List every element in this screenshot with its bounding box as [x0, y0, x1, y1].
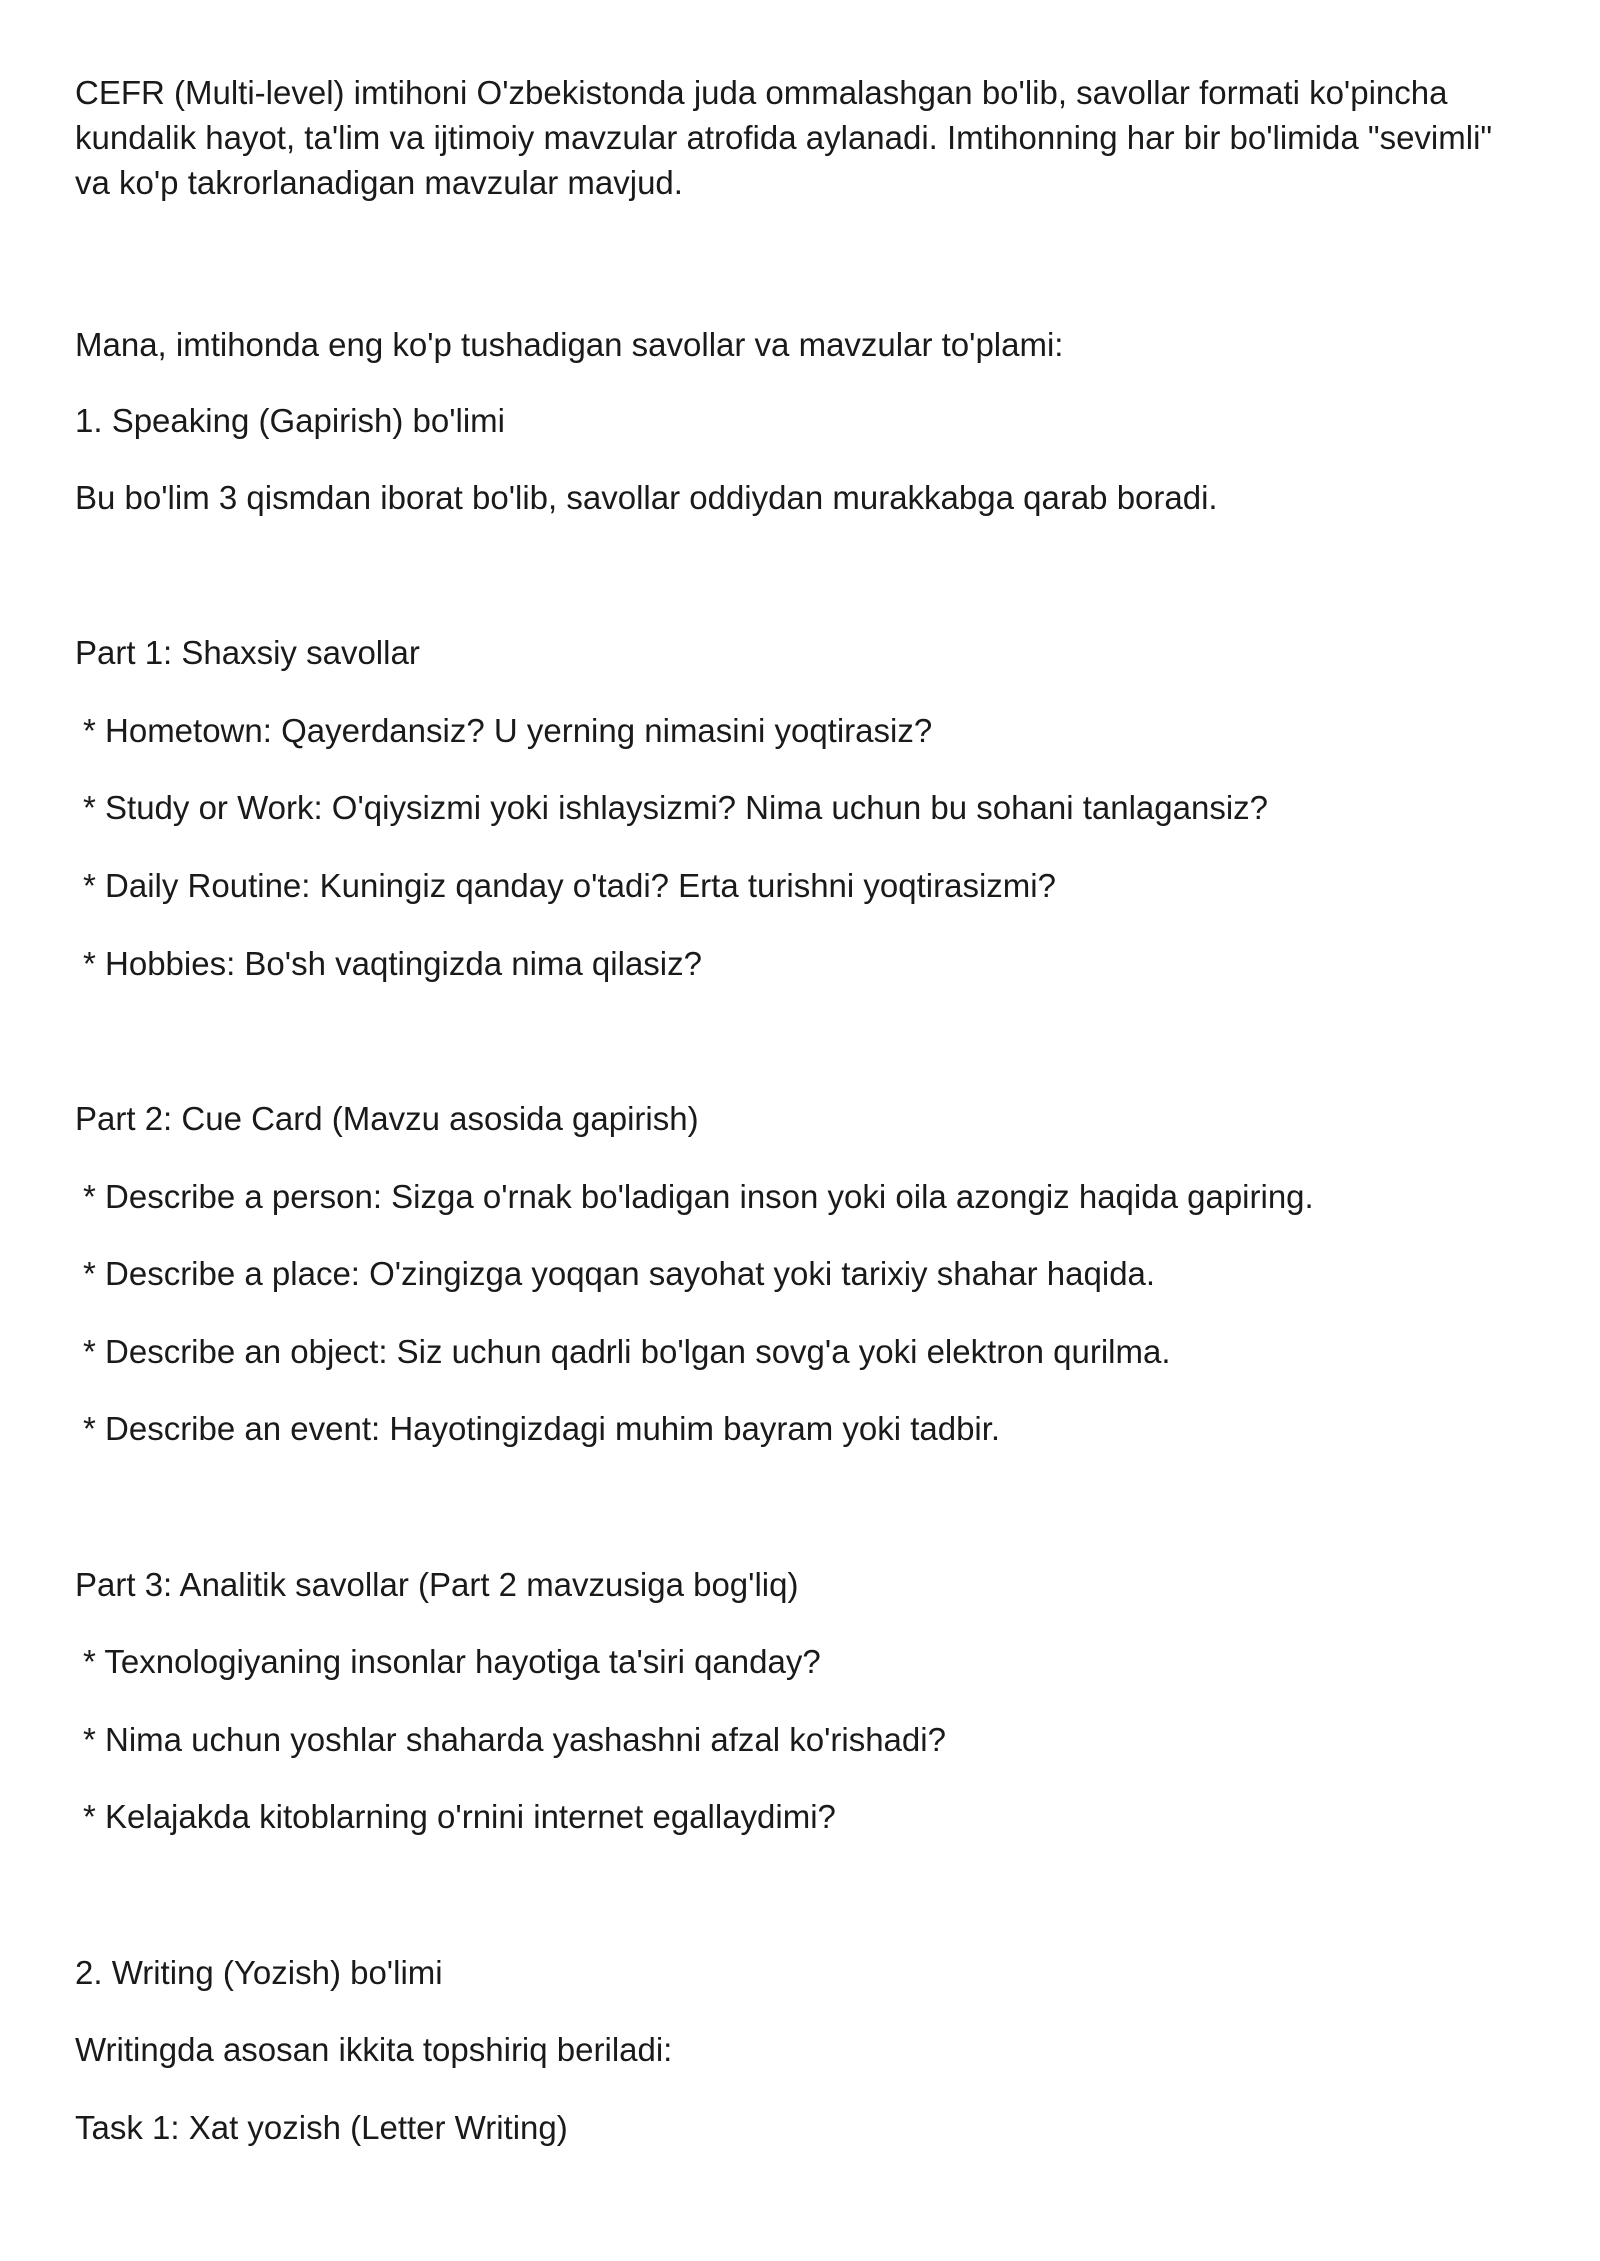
speaking-description: Bu bo'lim 3 qismdan iborat bo'lib, savollar oddiydan murakkabga qarab boradi.	[75, 479, 1218, 516]
part1-item: * Study or Work: O'qiysizmi yoki ishlaysizmi? Nima uchun bu sohani tanlagansiz?	[83, 789, 1269, 826]
writing-description: Writingda asosan ikkita topshiriq beriladi:	[75, 2031, 673, 2068]
part3-item: * Kelajakda kitoblarning o'rnini internet egallaydimi?	[83, 1798, 836, 1835]
part2-item: * Describe a place: O'zingizga yoqqan sayohat yoki tarixiy shahar haqida.	[83, 1255, 1156, 1292]
part3-item: * Nima uchun yoshlar shaharda yashashni afzal ko'rishadi?	[83, 1721, 946, 1758]
collection-intro: Mana, imtihonda eng ko'p tushadigan savollar va mavzular to'plami:	[75, 326, 1064, 363]
part1-heading: Part 1: Shaxsiy savollar	[75, 634, 420, 671]
speaking-heading: 1. Speaking (Gapirish) bo'limi	[75, 402, 505, 439]
intro-paragraph: CEFR (Multi-level) imtihoni O'zbekistonda juda ommalashgan bo'lib, savollar formati ko'pincha kundalik hayot, ta'lim va ijtimoiy mavzular atrofida aylanadi. Imtihonning har bir bo'limida "sevimli" va ko'p takrorlanadigan mavzular mavjud.	[75, 74, 1493, 201]
writing-task1-heading: Task 1: Xat yozish (Letter Writing)	[75, 2109, 568, 2146]
part2-heading: Part 2: Cue Card (Mavzu asosida gapirish)	[75, 1100, 699, 1137]
part2-item: * Describe an event: Hayotingizdagi muhim bayram yoki tadbir.	[83, 1410, 1001, 1447]
part2-item: * Describe an object: Siz uchun qadrli bo'lgan sovg'a yoki elektron qurilma.	[83, 1333, 1171, 1370]
writing-heading: 2. Writing (Yozish) bo'limi	[75, 1954, 443, 1991]
part1-item: * Hobbies: Bo'sh vaqtingizda nima qilasiz?	[83, 945, 702, 982]
part2-item: * Describe a person: Sizga o'rnak bo'ladigan inson yoki oila azongiz haqida gapiring.	[83, 1178, 1314, 1215]
part3-heading: Part 3: Analitik savollar (Part 2 mavzusiga bog'liq)	[75, 1566, 799, 1603]
part3-item: * Texnologiyaning insonlar hayotiga ta'siri qanday?	[83, 1643, 821, 1680]
part1-item: * Hometown: Qayerdansiz? U yerning nimasini yoqtirasiz?	[83, 712, 933, 749]
part1-item: * Daily Routine: Kuningiz qanday o'tadi? Erta turishni yoqtirasizmi?	[83, 867, 1056, 904]
